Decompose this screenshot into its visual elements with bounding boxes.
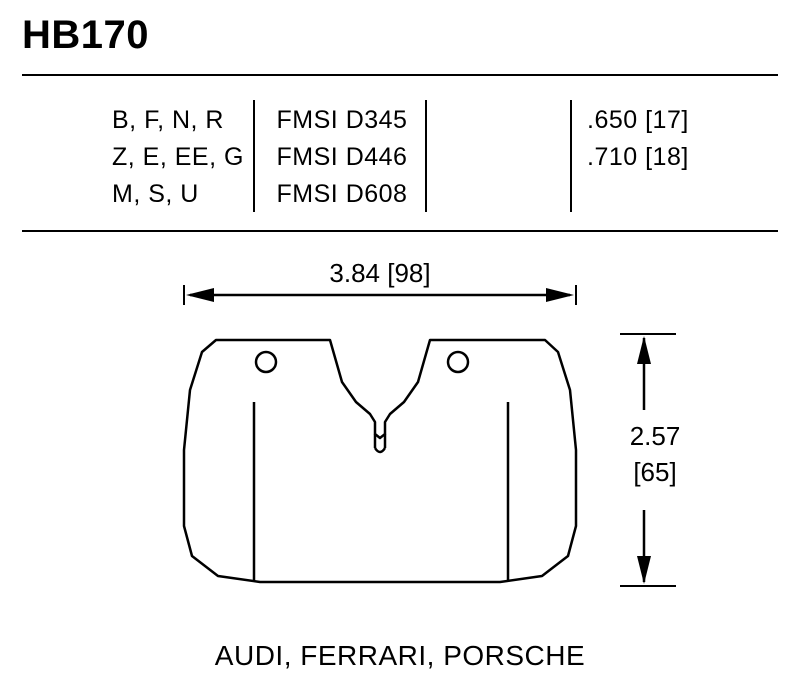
thickness-column	[587, 102, 757, 176]
compound-row: Z, E, EE, G	[112, 143, 244, 171]
spec-table	[22, 84, 778, 224]
width-dimension-arrow	[180, 283, 580, 307]
height-dimension-label	[600, 418, 710, 490]
part-number: HB170	[22, 13, 150, 57]
fmsi-numbers-column	[267, 102, 417, 213]
height-dimension-value: 2.57	[629, 421, 681, 451]
compound-row: M, S, U	[112, 180, 199, 208]
table-separator-3	[570, 100, 572, 212]
width-dimension-label: 3.84 [98]	[329, 258, 431, 288]
fmsi-row: FMSI D608	[276, 180, 408, 208]
compound-codes-column	[112, 102, 242, 213]
height-dimension-metric: [65]	[633, 457, 677, 487]
fmsi-row: FMSI D446	[276, 143, 408, 171]
table-separator-1	[253, 100, 255, 212]
compound-row: B, F, N, R	[112, 106, 224, 134]
table-separator-2	[425, 100, 427, 212]
vehicle-makes-label: AUDI, FERRARI, PORSCHE	[214, 640, 586, 671]
thickness-row: .650 [17]	[587, 106, 689, 134]
width-dimension	[180, 258, 580, 308]
thickness-row: .710 [18]	[587, 143, 689, 171]
divider-top	[22, 74, 778, 76]
divider-bottom	[22, 230, 778, 232]
brake-pad-outline-drawing	[170, 330, 590, 590]
height-dimension	[600, 330, 710, 590]
fmsi-row: FMSI D345	[276, 106, 408, 134]
